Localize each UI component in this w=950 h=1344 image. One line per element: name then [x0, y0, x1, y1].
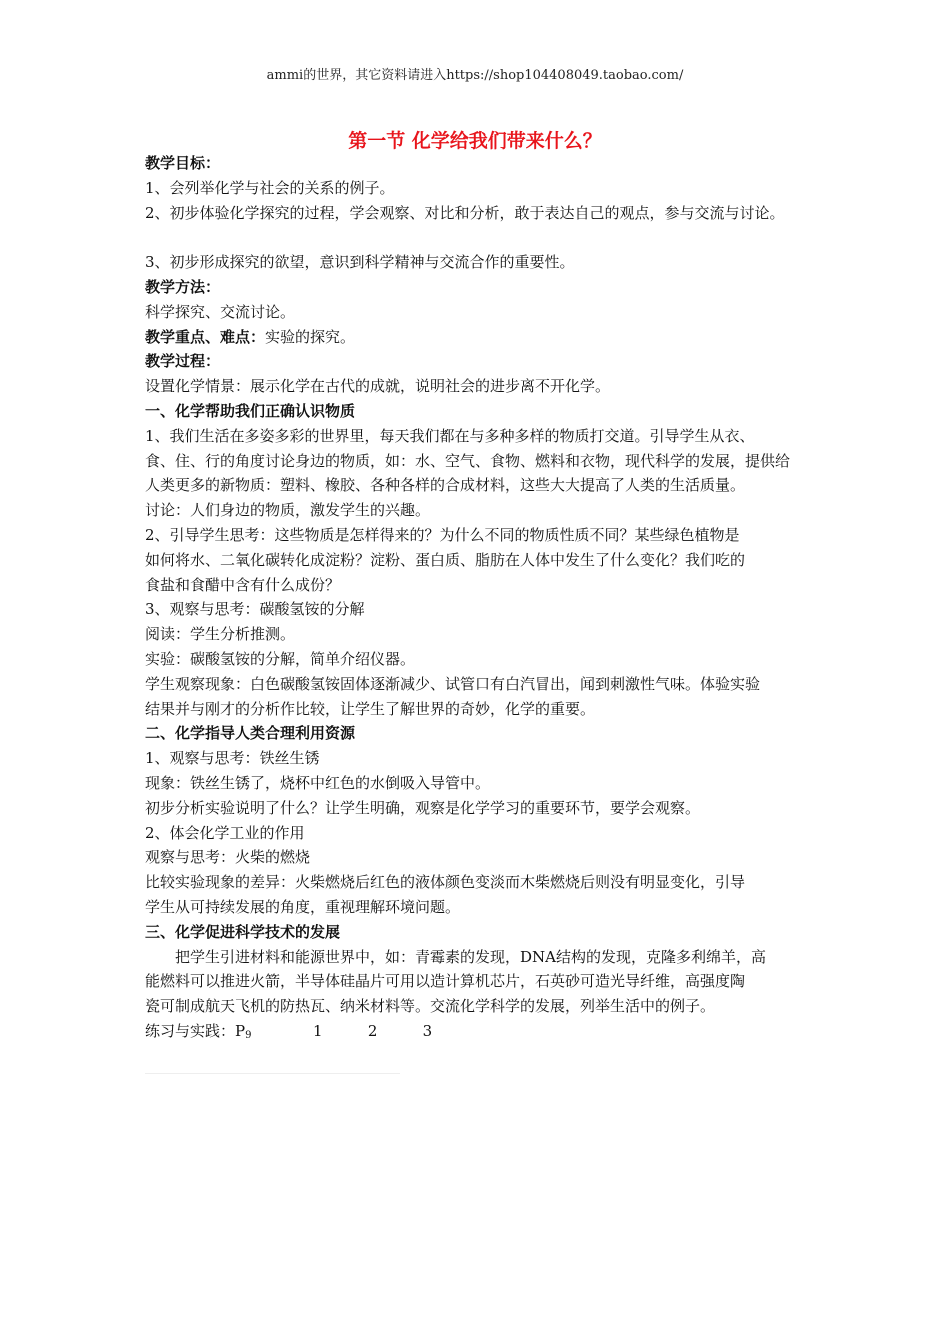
section-heading-1: 一、化学帮助我们正确认识物质 [145, 401, 356, 420]
paragraph-line: 阅读：学生分析推测。 [145, 625, 296, 644]
paragraph-line: 如何将水、二氧化碳转化成淀粉？淀粉、蛋白质、脂肪在人体中发生了什么变化？我们吃的 [145, 550, 746, 569]
section-heading-methods: 教学方法： [145, 277, 221, 296]
key-points-line [145, 325, 825, 350]
footer-divider [145, 1073, 400, 1074]
page-header: ammi的世界，其它资料请进入https://shop104408049.taobao.com/ [266, 68, 684, 83]
practice-label: 练习与实践：P [145, 1021, 246, 1040]
paragraph-line: 把学生引进材料和能源世界中，如：青霉素的发现，DNA结构的发现，克隆多利绵羊，高 [175, 947, 766, 966]
paragraph-line: 学生观察现象：白色碳酸氢铵固体逐渐减少、试管口有白汽冒出，闻到刺激性气味。体验实验 [145, 674, 761, 693]
paragraph-line: 实验：碳酸氢铵的分解，简单介绍仪器。 [145, 649, 416, 668]
paragraph-line: 食盐和食醋中含有什么成份？ [145, 575, 341, 594]
paragraph-line: 2、引导学生思考：这些物质是怎样得来的？为什么不同的物质性质不同？某些绿色植物是 [145, 525, 740, 544]
section-heading-process: 教学过程： [145, 352, 221, 371]
practice-item: 3 [422, 1021, 433, 1040]
paragraph-line: 3、观察与思考：碳酸氢铵的分解 [145, 600, 365, 619]
practice-item: 1 [313, 1021, 323, 1040]
paragraph-line: 讨论：人们身边的物质，激发学生的兴趣。 [145, 501, 431, 520]
key-points-text: 实验的探究。 [265, 327, 356, 346]
section-heading-2: 二、化学指导人类合理利用资源 [145, 724, 356, 743]
paragraph-line: 设置化学情景：展示化学在古代的成就，说明社会的进步离不开化学。 [145, 377, 611, 396]
methods-text: 科学探究、交流讨论。 [145, 302, 296, 321]
paragraph-line: 1、观察与思考：铁丝生锈 [145, 749, 320, 768]
practice-line [145, 1019, 825, 1049]
paragraph-line: 比较实验现象的差异：火柴燃烧后红色的液体颜色变淡而木柴燃烧后则没有明显变化，引导 [145, 873, 746, 892]
paragraph-line: 食、住、行的角度讨论身边的物质，如：水、空气、食物、燃料和衣物，现代科学的发展，提供给 [145, 451, 791, 470]
page-title: 第一节 化学给我们带来什么？ [348, 130, 602, 152]
paragraph-line: 人类更多的新物质：塑料、橡胶、各种各样的合成材料，这些大大提高了人类的生活质量。 [145, 476, 746, 495]
paragraph-line: 学生从可持续发展的角度，重视理解环境问题。 [145, 897, 461, 916]
practice-item: 2 [367, 1021, 378, 1040]
paragraph-line: 能燃料可以推进火箭，半导体硅晶片可用以造计算机芯片，石英砂可造光导纤维，高强度陶 [145, 972, 746, 991]
paragraph-line: 初步分析实验说明了什么？让学生明确，观察是化学学习的重要环节，要学会观察。 [145, 798, 701, 817]
key-points-label: 教学重点、难点： [145, 327, 266, 346]
practice-page-subscript: 9 [245, 1029, 252, 1041]
paragraph-line: 观察与思考：火柴的燃烧 [145, 848, 311, 867]
section-heading-3: 三、化学促进科学技术的发展 [145, 922, 341, 941]
objective-3: 3、初步形成探究的欲望，意识到科学精神与交流合作的重要性。 [145, 253, 575, 272]
paragraph-line: 瓷可制成航天飞机的防热瓦、纳米材料等。交流化学科学的发展，列举生活中的例子。 [145, 997, 716, 1016]
paragraph-line: 2、体会化学工业的作用 [145, 823, 305, 842]
objective-2: 2、初步体验化学探究的过程，学会观察、对比和分析，敢于表达自己的观点，参与交流与讨论。 [145, 203, 785, 222]
lesson-content [145, 151, 825, 1049]
objective-1: 1、会列举化学与社会的关系的例子。 [145, 178, 395, 197]
paragraph-line: 1、我们生活在多姿多彩的世界里，每天我们都在与多种多样的物质打交道。引导学生从衣、 [145, 426, 755, 445]
paragraph-line: 结果并与刚才的分析作比较，让学生了解世界的奇妙，化学的重要。 [145, 699, 596, 718]
blank-line [145, 225, 825, 250]
section-heading-objectives: 教学目标： [145, 154, 221, 172]
paragraph-line: 现象：铁丝生锈了，烧杯中红色的水倒吸入导管中。 [145, 773, 491, 792]
